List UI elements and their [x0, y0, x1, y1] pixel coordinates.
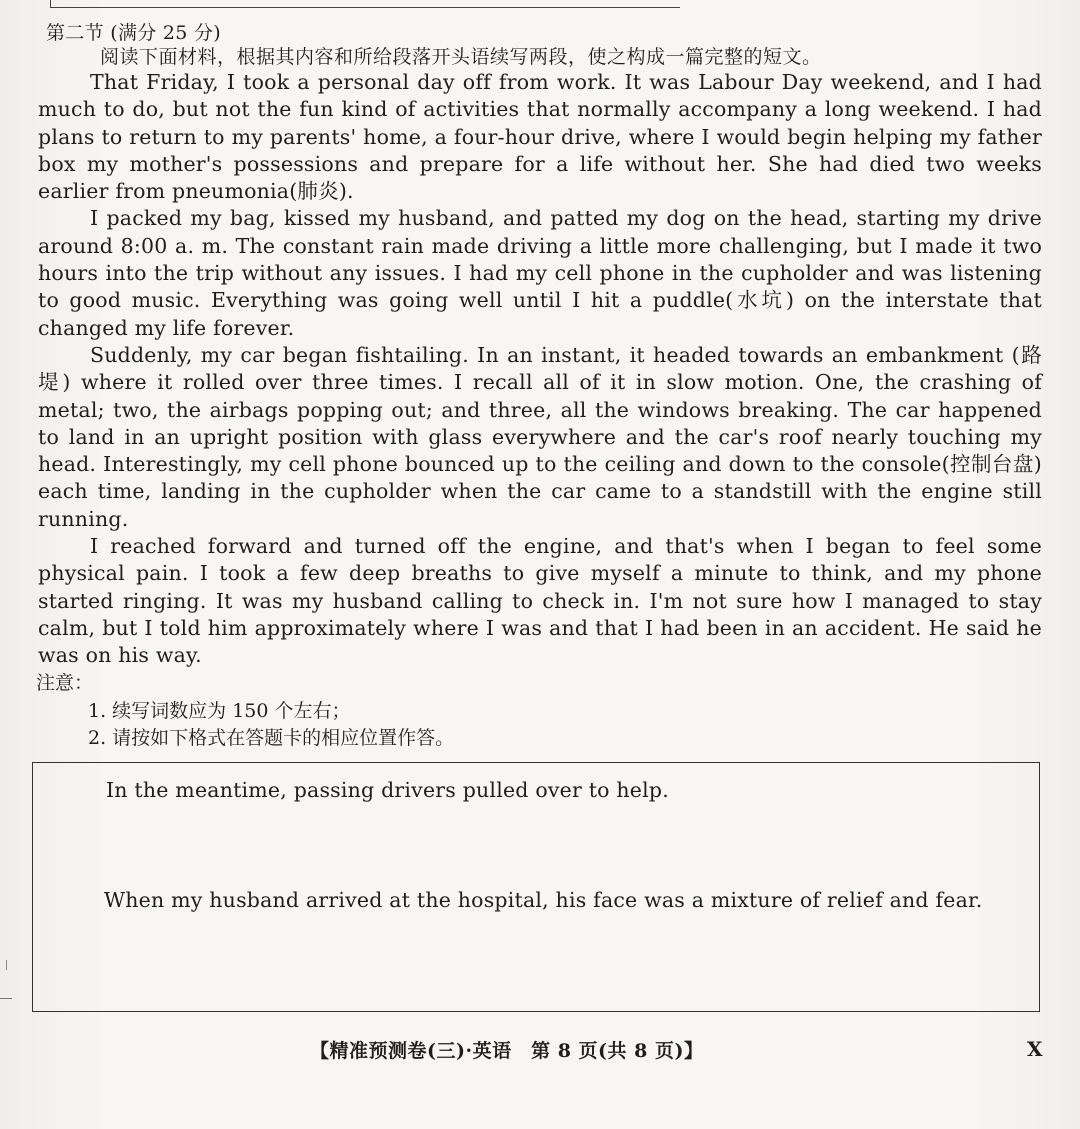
passage-paragraph-2: I packed my bag, kissed my husband, and patted my dog on the head, starting my drive around 8:00 a. m. The constant rain made driving a little more challenging, but I made it two hours into the trip without any issues. I had my cell phone in the cupholder and was listening to good music. Everything was going well until I hit a puddle(水坑) on the interstate that changed my life forever.: [38, 206, 1042, 340]
notes-label: 注意：: [36, 672, 94, 694]
task-instruction: 阅读下面材料，根据其内容和所给段落开头语续写两段，使之构成一篇完整的短文。: [100, 46, 822, 68]
paragraph-starter-2: When my husband arrived at the hospital, his face was a mixture of relief and fear.: [104, 888, 983, 912]
margin-bracket-mark: [0, 998, 12, 999]
note-item: 2. 请按如下格式在答题卡的相应位置作答。: [88, 727, 455, 749]
passage-paragraph-3: Suddenly, my car began fishtailing. In an instant, it headed towards an embankment (路堤) where it rolled over three times. I recall all of it in slow motion. One, the crashing of metal; two, the airbags popping out; and three, all the windows breaking. The car happened to land in an upright position with glass everywhere and the car's roof nearly touching my head. Interestingly, my cell phone bounced up to the ceiling and down to the console(控制台盘) each time, landing in the cupholder when the car came to a standstill with the engine still running.: [38, 342, 1042, 531]
paragraph-starter-1: In the meantime, passing drivers pulled over to help.: [106, 778, 669, 802]
top-border-line: [50, 0, 680, 8]
margin-tick-mark: [6, 960, 7, 970]
section-title: 第二节 (满分 25 分): [46, 22, 222, 44]
passage-paragraph-4: I reached forward and turned off the engine, and that's when I began to feel some physical pain. I took a few deep breaths to give myself a minute to think, and my phone started ringing. It was my husband calling to check in. I'm not sure how I managed to stay calm, but I told him approximately where I was and that I had been in an accident. He said he was on his way.: [38, 534, 1042, 668]
footer-mark: X: [1027, 1037, 1043, 1061]
answer-format-box: [32, 762, 1040, 1012]
reading-passage: [38, 69, 1042, 670]
notes-list: [88, 698, 454, 752]
note-item: 1. 续写词数应为 150 个左右；: [88, 700, 351, 722]
page-footer: 【精准预测卷(三)·英语 第 8 页(共 8 页)】: [310, 1040, 704, 1062]
passage-paragraph-1: That Friday, I took a personal day off from work. It was Labour Day weekend, and I had much to do, but not the fun kind of activities that normally accompany a long weekend. I had plans to return to my parents' home, a four-hour drive, where I would begin helping my father box my mother's possessions and prepare for a life without her. She had died two weeks earlier from pneumonia(肺炎).: [38, 70, 1042, 204]
